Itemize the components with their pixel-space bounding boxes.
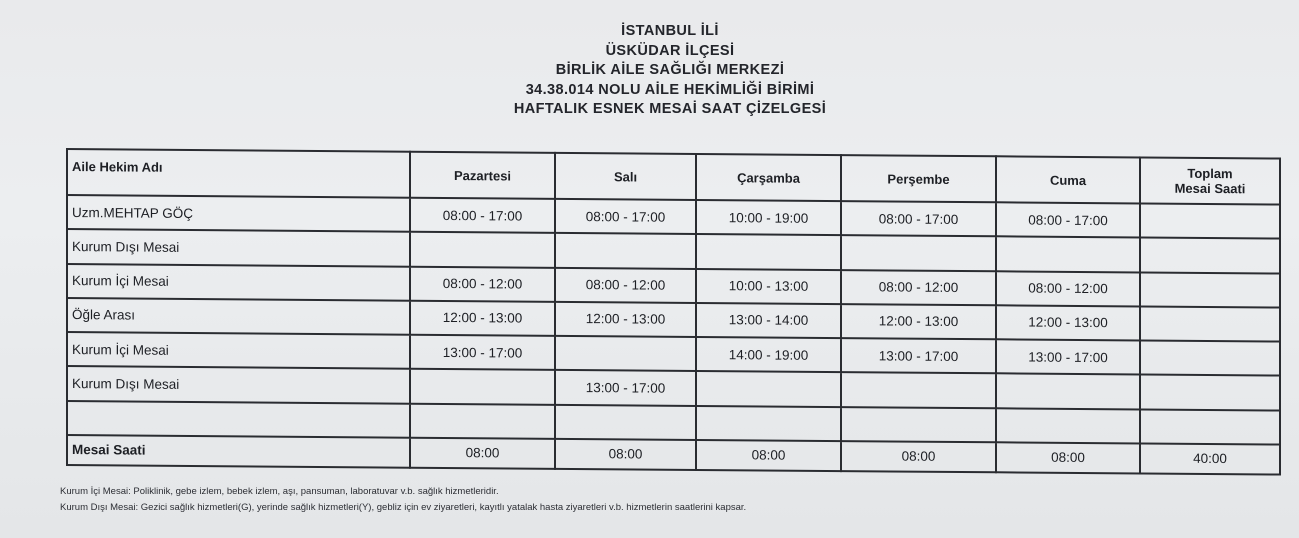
cell-wednesday [696,234,841,269]
cell-wednesday: 14:00 - 19:00 [696,337,841,372]
footnote-internal-hours: Kurum İçi Mesai: Poliklinik, gebe izlem, bebek izlem, aşı, pansuman, laboratuvar v.b. sağlık hizmetleridir. [60,486,499,497]
header-title: HAFTALIK ESNEK MESAİ SAAT ÇİZELGESİ [513,101,827,117]
column-header-name: Aile Hekim Adı [67,149,410,198]
cell-tuesday [555,404,696,439]
cell-thursday [841,235,996,270]
total-monday: 08:00 [410,437,555,468]
cell-thursday [841,372,996,407]
cell-monday: 08:00 - 17:00 [410,198,555,233]
row-label: Uzm.MEHTAP GÖÇ [67,195,410,232]
cell-monday: 13:00 - 17:00 [410,335,555,370]
total-friday: 08:00 [996,442,1140,473]
cell-tuesday: 08:00 - 17:00 [555,199,696,234]
header-province: İSTANBUL İLİ [621,23,719,39]
cell-monday [410,369,555,404]
row-label: Kurum Dışı Mesai [67,366,410,403]
column-header-friday: Cuma [996,156,1140,203]
cell-monday: 08:00 - 12:00 [410,266,555,301]
cell-total [1140,306,1280,341]
cell-total [1140,203,1280,238]
column-header-total-line2: Mesai Saati [1174,180,1246,197]
cell-wednesday [696,371,841,406]
cell-tuesday: 12:00 - 13:00 [555,302,696,337]
cell-total [1140,272,1280,307]
cell-tuesday: 13:00 - 17:00 [555,370,696,405]
column-header-tuesday: Salı [555,153,696,200]
cell-tuesday [555,233,696,268]
row-label: Kurum İçi Mesai [67,332,410,369]
cell-friday: 12:00 - 13:00 [996,305,1140,340]
row-label: Kurum Dışı Mesai [67,229,410,266]
cell-tuesday: 08:00 - 12:00 [555,267,696,302]
totals-label: Mesai Saati [67,435,410,468]
cell-friday: 13:00 - 17:00 [996,339,1140,374]
cell-thursday: 08:00 - 12:00 [841,270,996,305]
cell-monday [410,403,555,438]
weekly-schedule-table [66,148,1281,476]
cell-total [1140,238,1280,273]
cell-thursday: 12:00 - 13:00 [841,304,996,339]
cell-thursday: 08:00 - 17:00 [841,201,996,236]
cell-wednesday: 10:00 - 13:00 [696,268,841,303]
row-label: Öğle Arası [67,298,410,335]
cell-monday: 12:00 - 13:00 [410,300,555,335]
cell-thursday: 13:00 - 17:00 [841,338,996,373]
cell-friday: 08:00 - 17:00 [996,202,1140,237]
cell-wednesday: 13:00 - 14:00 [696,303,841,338]
cell-friday: 08:00 - 12:00 [996,271,1140,306]
cell-friday [996,374,1140,409]
total-wednesday: 08:00 [696,440,841,471]
footnote-external-hours: Kurum Dışı Mesai: Gezici sağlık hizmetleri(G), yerinde sağlık hizmetleri(Y), gebliz için ev ziyaretleri, kayıtlı yatalak hasta ziyaretleri v.b. hizmetlerin saatlerini kapsar. [60,502,747,513]
row-label [67,401,410,438]
column-header-thursday: Perşembe [841,155,996,202]
cell-total [1140,340,1280,375]
total-weekly: 40:00 [1140,443,1280,474]
header-district: ÜSKÜDAR İLÇESİ [605,42,735,59]
total-thursday: 08:00 [841,441,996,472]
column-header-monday: Pazartesi [410,152,555,199]
column-header-total [1140,157,1280,204]
cell-total [1140,409,1280,444]
column-header-wednesday: Çarşamba [696,154,841,201]
column-header-total-line1: Toplam [1187,165,1233,182]
row-label: Kurum İçi Mesai [67,264,410,301]
cell-wednesday: 10:00 - 19:00 [696,200,841,235]
cell-total [1140,375,1280,410]
footnotes [60,484,746,516]
cell-friday [996,408,1140,443]
document-header [0,22,1299,120]
cell-friday [996,237,1140,272]
cell-tuesday [555,336,696,371]
header-health-center: BİRLİK AİLE SAĞLIĞI MERKEZİ [555,62,785,78]
total-tuesday: 08:00 [555,439,696,470]
cell-thursday [841,407,996,442]
cell-monday [410,232,555,267]
header-unit: 34.38.014 NOLU AİLE HEKİMLİĞİ BİRİMİ [525,81,815,98]
cell-wednesday [696,405,841,440]
